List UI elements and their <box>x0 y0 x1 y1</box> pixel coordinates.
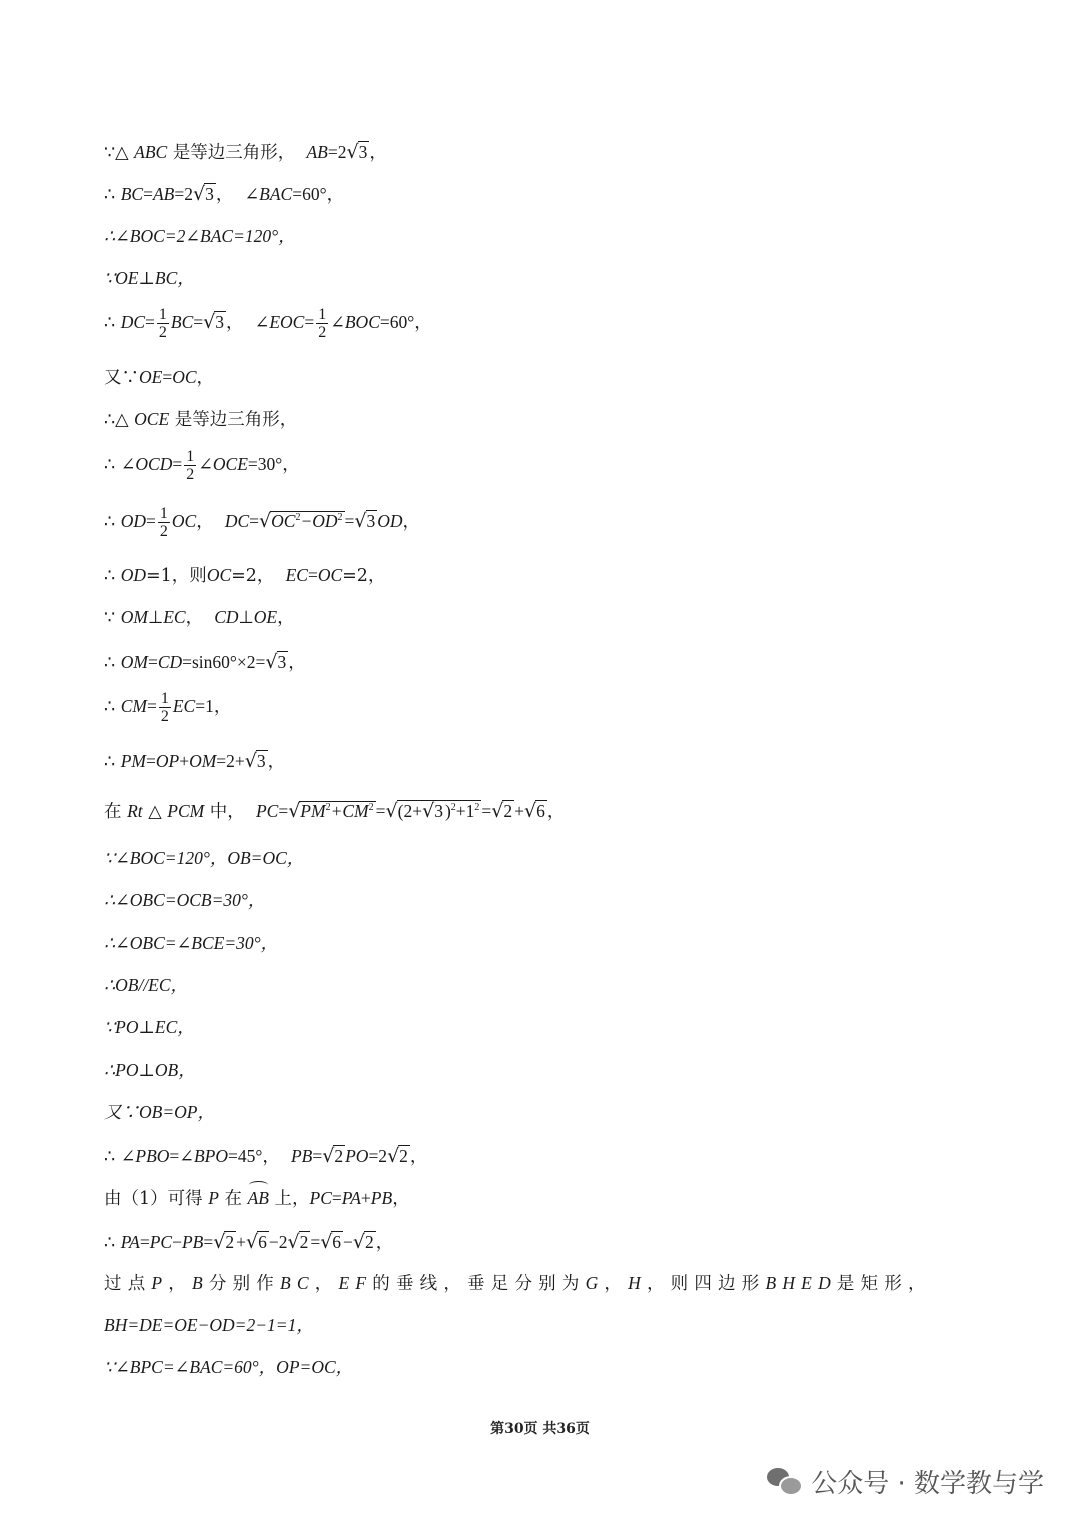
arc-ab: AB <box>247 1188 269 1208</box>
solution-line: BH=DE=OE−OD=2−1=1， <box>104 1315 314 1335</box>
solution-line: ∴ ∠OCD= $\frac{1}{2}$ ∠OCE=30°， <box>104 448 300 483</box>
solution-line: ∴∠BOC=2∠BAC=120°， <box>104 226 296 246</box>
solution-line: ∴ DC= $\frac{1}{2}$ BC=√3 ， ∠EOC= $\frac{1}{2}$ ∠BOC=60°， <box>104 306 432 341</box>
solution-line: ∴ OD= $\frac{1}{2}$ OC， $DC=√OC^2-OD^2 =√3$ OD， <box>104 505 421 540</box>
solution-line: ∵∠BPC=∠BAC=60°，OP=OC， <box>104 1357 354 1377</box>
watermark-text: 公众号 · 数学教与学 <box>811 1468 1044 1499</box>
solution-line: ∵△ ABC 是等边三角形， AB=2√3 ， <box>104 141 387 163</box>
solution-line: ∵OE⊥BC， <box>104 268 195 288</box>
solution-line: ∴∠OBC=∠BCE=30°， <box>104 933 279 953</box>
solution-line: 又∵OE=OC， <box>104 367 215 388</box>
solution-line: ∴ OD=1，则OC=2， EC=OC=2， <box>104 565 386 586</box>
solution-line: ∵ OM⊥EC， CD⊥OE， <box>104 607 295 628</box>
solution-line: ∴ PA=PC−PB=√2 +√6 −2√2 =√6 −√2 ， <box>104 1231 394 1253</box>
solution-line: ∴△ OCE 是等边三角形， <box>104 409 298 430</box>
solution-line: ∴ BC=AB=2√3 ， ∠BAC=60°， <box>104 183 345 205</box>
solution-line: ∵PO⊥EC， <box>104 1017 195 1037</box>
wechat-icon <box>767 1466 801 1496</box>
solution-line: ∴OB//EC， <box>104 975 189 995</box>
watermark <box>767 1463 1044 1499</box>
solution-line: 过点P，B分别作BC，EF的垂线，垂足分别为G，H，则四边形BHED是矩形， <box>104 1273 932 1294</box>
solution-line: ∴ OM=CD=sin60°×2=√3 ， <box>104 651 306 673</box>
solution-line: 由（1）可得 P 在 AB 上，PC=PA+PB， <box>104 1188 410 1209</box>
page-number: 第30页 共36页 <box>490 1421 590 1437</box>
solution-line: 在 Rt △ PCM 中， $PC=√PM^2+CM^2 =√(2+√3$ )$^2+1^2 =√2 +√6$ ， <box>104 799 565 822</box>
solution-line: ∴∠OBC=OCB=30°， <box>104 890 266 910</box>
solution-line: 又∵OB=OP， <box>104 1102 215 1122</box>
solution-line: ∵∠BOC=120°，OB=OC， <box>104 848 305 868</box>
solution-line: ∴ PM=OP+OM=2+√3 ， <box>104 750 286 772</box>
solution-line: ∴PO⊥OB， <box>104 1060 196 1080</box>
solution-line: ∴ ∠PBO=∠BPO=45°， PB=√2 PO=2√2 ， <box>104 1145 428 1167</box>
solution-line: ∴ CM= $\frac{1}{2}$ EC=1， <box>104 690 232 725</box>
